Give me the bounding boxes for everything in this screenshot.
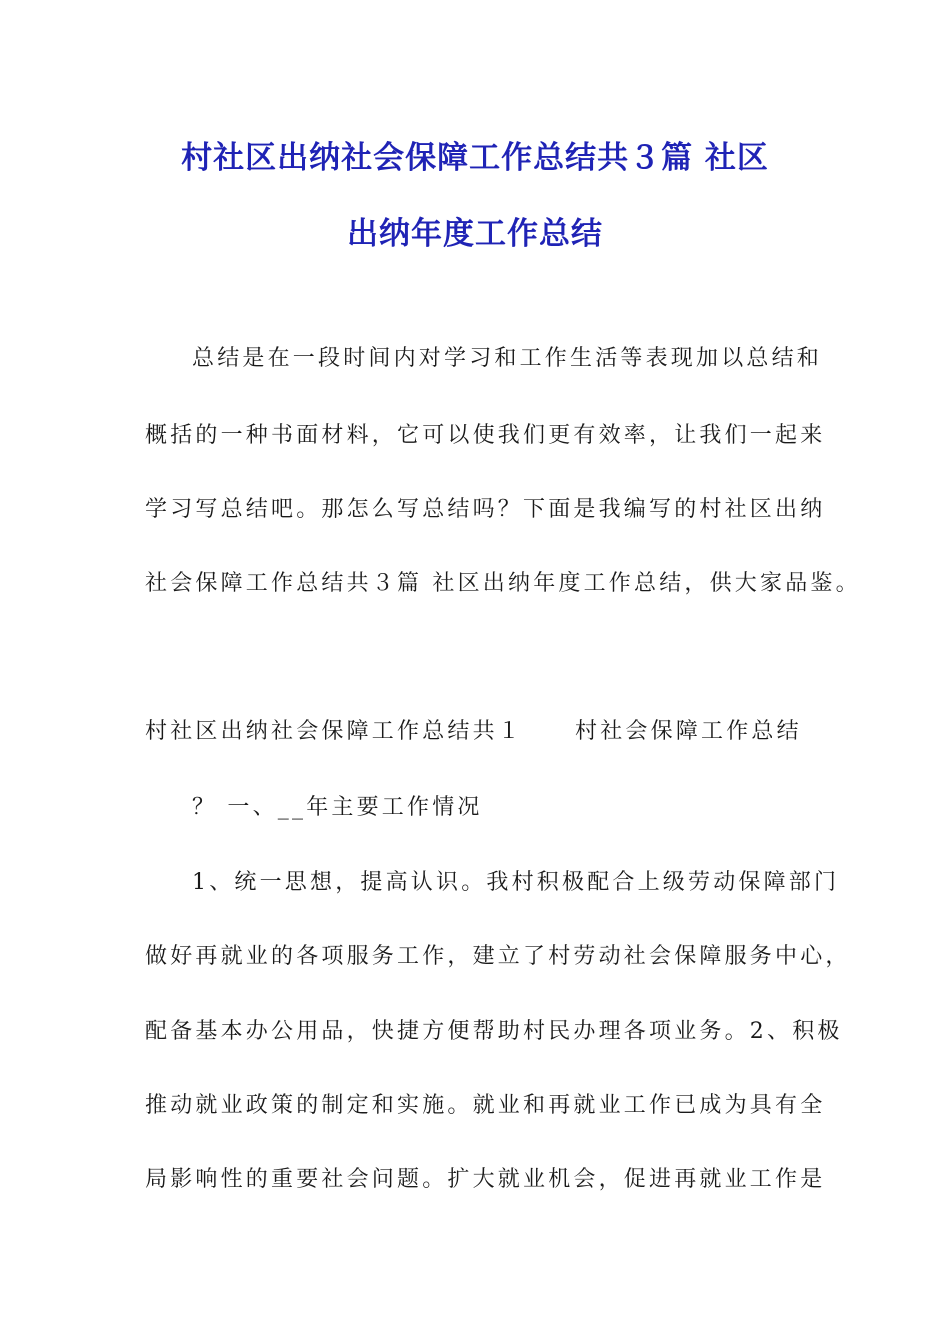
body-line-5: 局影响性的重要社会问题。扩大就业机会，促进再就业工作是 (145, 1167, 826, 1192)
body-line-3: 配备基本办公用品，快捷方便帮助村民办理各项业务。2、积极 (145, 1019, 843, 1044)
intro-line-1: 总结是在一段时间内对学习和工作生活等表现加以总结和 (192, 346, 823, 371)
subheading: ？ 一、__年主要工作情况 (192, 795, 483, 820)
section-heading-right: 村社会保障工作总结 (575, 719, 802, 744)
document-title-line-2: 出纳年度工作总结 (347, 216, 603, 252)
section-heading (145, 717, 802, 747)
document-title-line-1: 村社区出纳社会保障工作总结共３篇 社区 (181, 140, 769, 176)
intro-line-2: 概括的一种书面材料，它可以使我们更有效率，让我们一起来 (145, 423, 826, 448)
body-line-4: 推动就业政策的制定和实施。就业和再就业工作已成为具有全 (145, 1093, 826, 1118)
body-line-2: 做好再就业的各项服务工作，建立了村劳动社会保障服务中心， (145, 944, 851, 969)
intro-line-4: 社会保障工作总结共３篇 社区出纳年度工作总结，供大家品鉴。 (145, 571, 861, 596)
intro-line-3: 学习写总结吧。那怎么写总结吗？下面是我编写的村社区出纳 (145, 497, 826, 522)
section-heading-left: 村社区出纳社会保障工作总结共１ (145, 719, 524, 744)
body-line-1: 1、统一思想，提高认识。我村积极配合上级劳动保障部门 (192, 870, 840, 895)
